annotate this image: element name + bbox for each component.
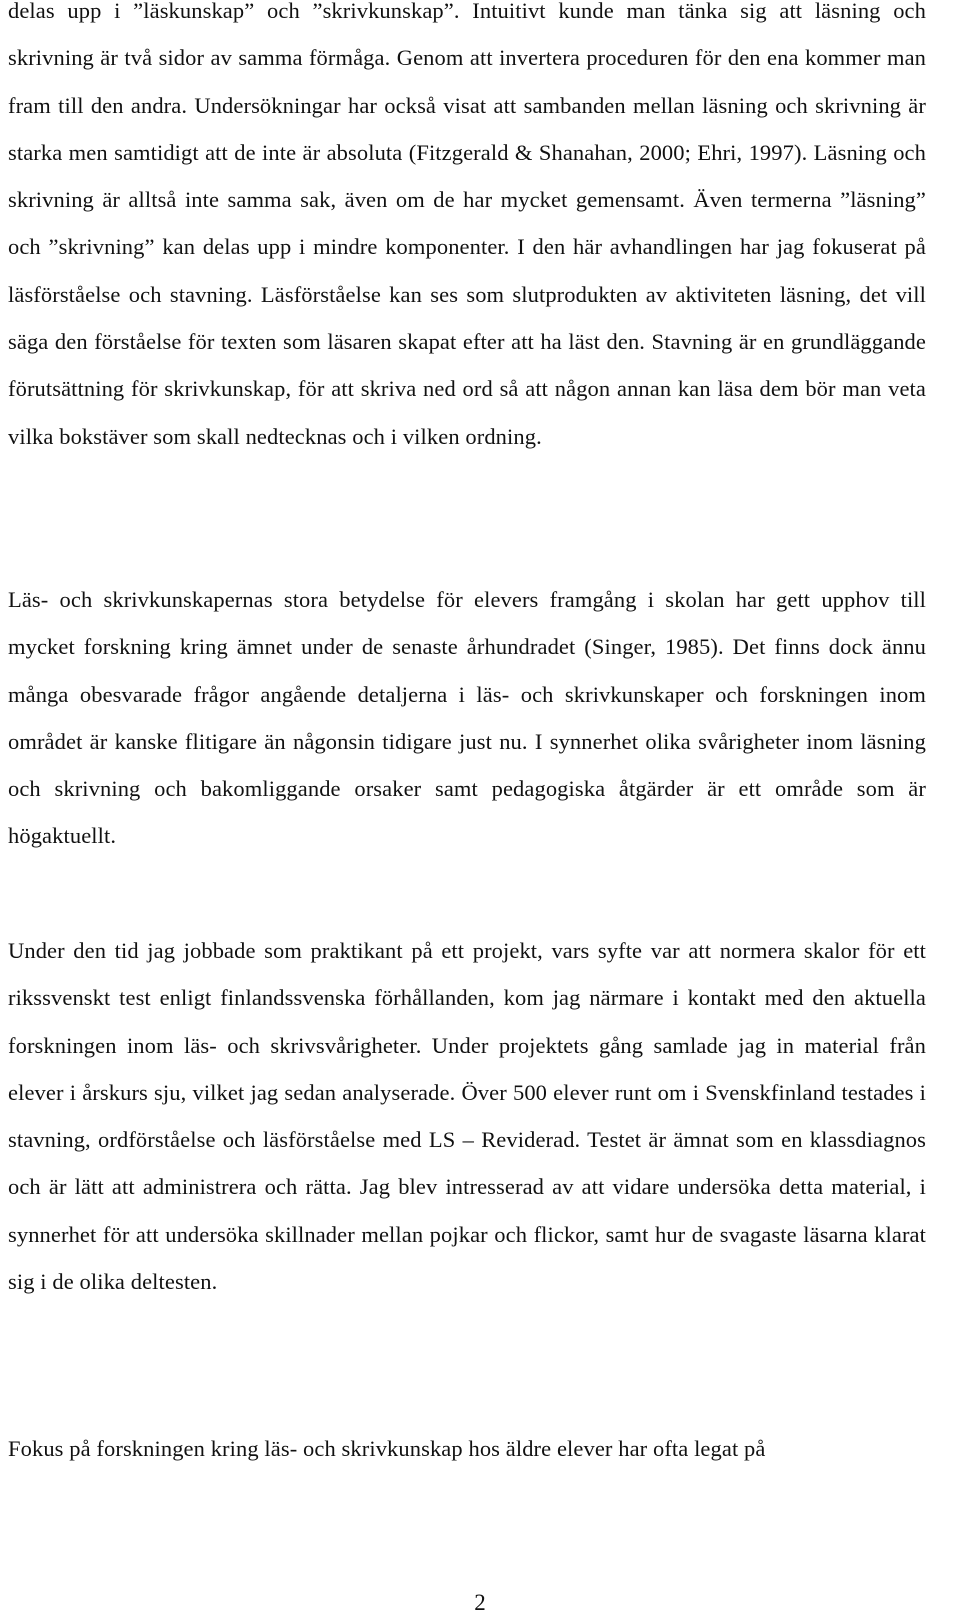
paragraph-1: delas upp i ”läskunskap” och ”skrivkunskap”. Intuitivt kunde man tänka sig att läsning och skrivning är två sidor av samma förmåga. Genom att invertera proceduren för den ena kommer man fram till den andra. Undersökningar har också visat att sambanden mellan läsning och skrivning är starka men samtidigt att de inte är absoluta (Fitzgerald & Shanahan, 2000; Ehri, 1997). Läsning och skrivning är alltså inte samma sak, även om de har mycket gemensamt. Även termerna ”läsning” och ”skrivning” kan delas upp i mindre komponenter. I den här avhandlingen har jag fokuserat på läsförståelse och stavning. Läsförståelse kan ses som slutprodukten av aktiviteten läsning, det vill säga den förståelse för texten som läsaren skapat efter att ha läst den. Stavning är en grundläggande förutsättning för skrivkunskap, för att skriva ned ord så att någon annan kan läsa dem bör man veta vilka bokstäver som skall nedtecknas och i vilken ordning.: [8, 0, 926, 449]
page-number: 2: [474, 1590, 486, 1615]
paragraph-2: Läs- och skrivkunskapernas stora betydelse för elevers framgång i skolan har gett upphov till mycket forskning kring ämnet under de senaste århundradet (Singer, 1985). Det finns dock ännu många obesvarade frågor angående detaljerna i läs- och skrivkunskaper och forskningen inom området är kanske flitigare än någonsin tidigare just nu. I synnerhet olika svårigheter inom läsning och skrivning och bakomliggande orsaker samt pedagogiska åtgärder är ett område som är högaktuellt.: [8, 587, 926, 849]
paragraph-4: Fokus på forskningen kring läs- och skrivkunskap hos äldre elever har ofta legat på: [8, 1436, 766, 1461]
paragraph-3: Under den tid jag jobbade som praktikant på ett projekt, vars syfte var att normera skalor för ett rikssvenskt test enligt finlandssvenska förhållanden, kom jag närmare i kontakt med den aktuella forskningen inom läs- och skrivsvårigheter. Under projektets gång samlade jag in material från elever i årskurs sju, vilket jag sedan analyserade. Över 500 elever runt om i Svenskfinland testades i stavning, ordförståelse och läsförståelse med LS – Reviderad. Testet är ämnat som en klassdiagnos och är lätt att administrera och rätta. Jag blev intresserad av att vidare undersöka detta material, i synnerhet för att undersöka skillnader mellan pojkar och flickor, samt hur de svagaste läsarna klarat sig i de olika deltesten.: [8, 938, 926, 1295]
